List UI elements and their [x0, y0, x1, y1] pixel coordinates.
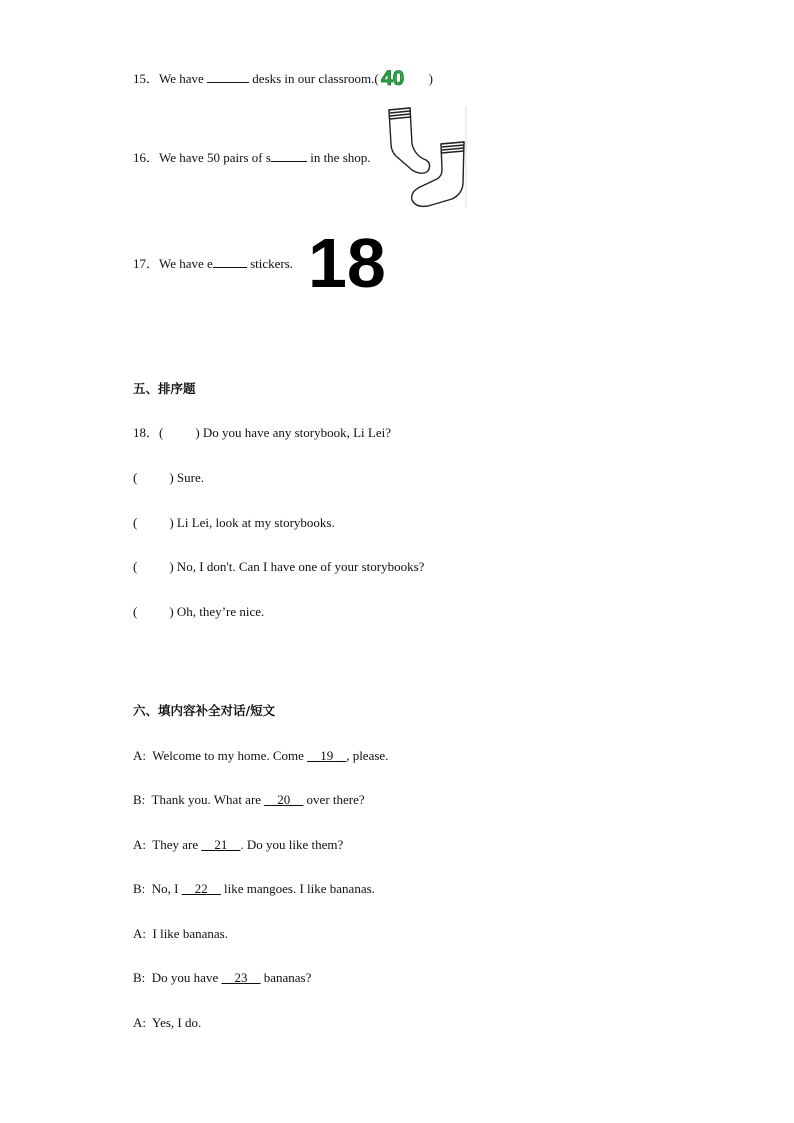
- question-15: [133, 68, 433, 92]
- dialog-pre-4: B: No, I: [133, 881, 182, 896]
- question-17: [133, 255, 293, 272]
- q18-number: 18．(: [133, 425, 164, 440]
- section-6-title: 六、填内容补全对话/短文: [133, 703, 276, 718]
- dialog-line-1: [133, 748, 388, 764]
- number-40-picture: [380, 68, 428, 92]
- dialog-pre-5: A: I like bananas.: [133, 926, 228, 941]
- ordering-text-5: ) Oh, they’re nice.: [169, 604, 265, 619]
- dialog-line-2: [133, 792, 365, 808]
- dialog-line-4: [133, 881, 375, 897]
- ordering-line-2: [133, 470, 204, 486]
- dialog-post-1: , please.: [346, 748, 389, 763]
- dialog-pre-3: A: They are: [133, 837, 202, 852]
- dialog-blank-20[interactable]: __20__: [264, 792, 304, 807]
- dialog-blank-21[interactable]: __21__: [201, 837, 241, 852]
- dialog-line-5: [133, 926, 228, 942]
- dialog-line-6: [133, 970, 311, 986]
- dialog-blank-23[interactable]: __23__: [221, 970, 261, 985]
- ordering-line-5: [133, 604, 264, 620]
- q17-prefix: 17．We have e: [133, 256, 213, 271]
- ordering-open-5: (: [133, 604, 138, 619]
- q16-blank[interactable]: [271, 149, 307, 162]
- dialog-line-7: [133, 1015, 201, 1031]
- ordering-open-3: (: [133, 515, 138, 530]
- socks-picture: [382, 104, 468, 214]
- dialog-pre-7: A: Yes, I do.: [133, 1015, 202, 1030]
- ordering-text-2: ) Sure.: [169, 470, 205, 485]
- ordering-open-2: (: [133, 470, 138, 485]
- q15-close: ): [428, 70, 434, 86]
- q17-suffix: stickers.: [246, 256, 294, 271]
- ordering-open-4: (: [133, 559, 138, 574]
- ordering-text-4: ) No, I don't. Can I have one of your storybooks?: [169, 559, 425, 574]
- dialog-post-2: over there?: [303, 792, 365, 807]
- q17-blank[interactable]: [213, 255, 247, 268]
- dialog-blank-19[interactable]: __19__: [307, 748, 347, 763]
- q15-prefix: 15．We have: [133, 70, 208, 86]
- ordering-line-4: [133, 559, 424, 575]
- q16-suffix: in the shop.: [306, 150, 371, 165]
- dialog-post-4: like mangoes. I like bananas.: [220, 881, 375, 896]
- q15-blank[interactable]: [207, 70, 249, 83]
- dialog-blank-22[interactable]: __22__: [181, 881, 221, 896]
- dialog-pre-2: B: Thank you. What are: [133, 792, 265, 807]
- question-16: [133, 149, 371, 166]
- q15-suffix: desks in our classroom.(: [249, 70, 379, 86]
- number-40-text: 40: [380, 68, 405, 88]
- q16-prefix: 16．We have 50 pairs of s: [133, 150, 271, 165]
- ordering-text-1: ) Do you have any storybook, Li Lei?: [195, 425, 392, 440]
- dialog-line-3: [133, 837, 343, 853]
- dialog-pre-6: B: Do you have: [133, 970, 222, 985]
- dialog-post-3: . Do you like them?: [240, 837, 344, 852]
- dialog-post-6: bananas?: [260, 970, 312, 985]
- dialog-pre-1: A: Welcome to my home. Come: [133, 748, 308, 763]
- ordering-line-3: [133, 515, 335, 531]
- section-5-title: 五、排序题: [133, 381, 196, 396]
- ordering-text-3: ) Li Lei, look at my storybooks.: [169, 515, 335, 530]
- ordering-line-1: [133, 425, 391, 441]
- number-18-picture: 18: [308, 224, 386, 302]
